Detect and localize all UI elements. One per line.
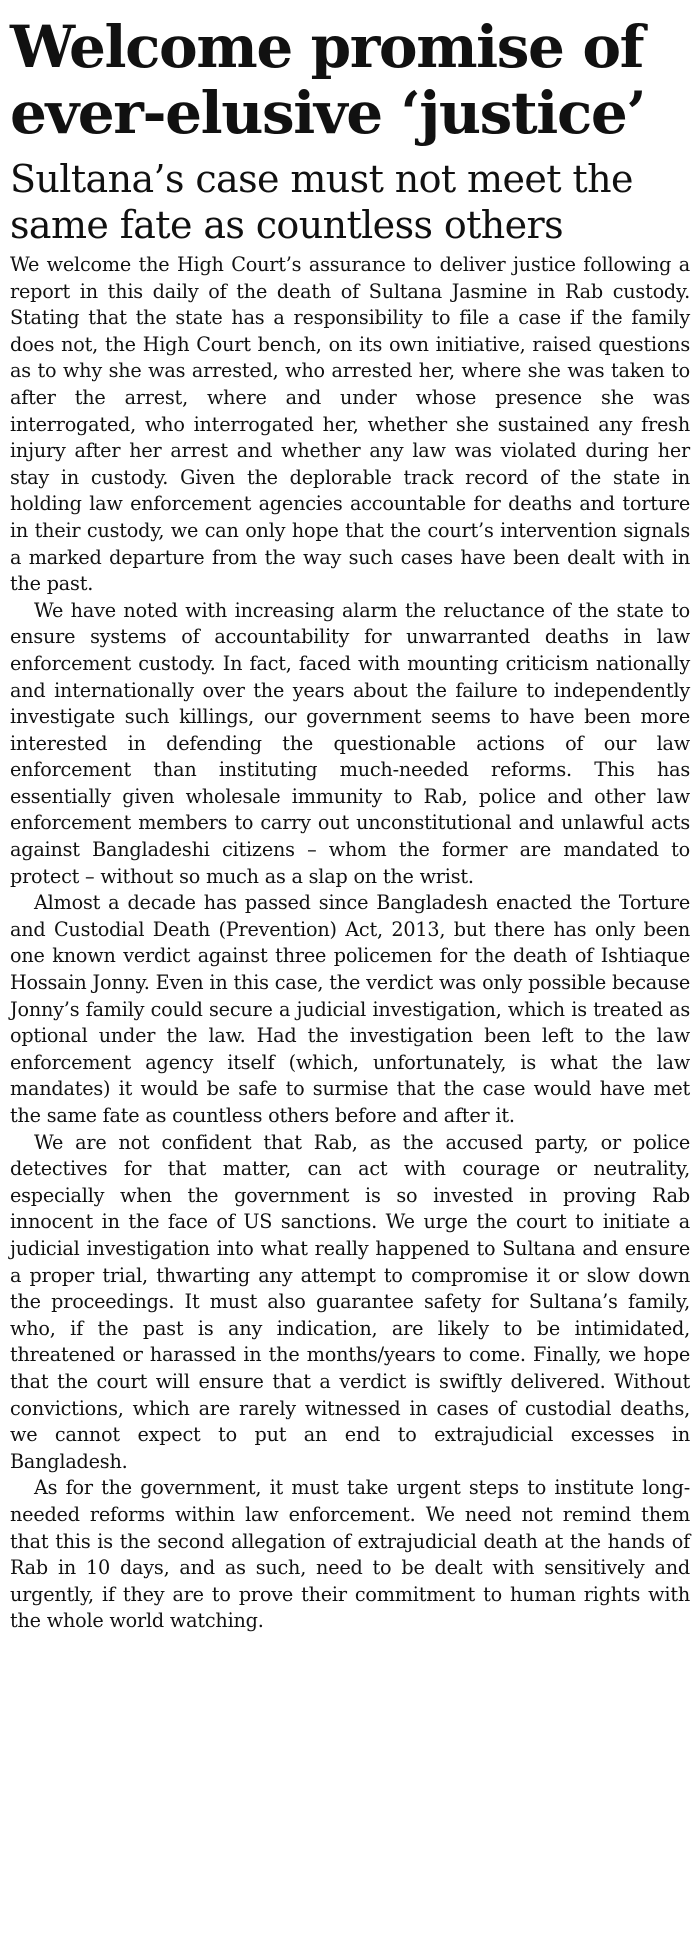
- body-paragraph-2: We have noted with increasing alarm the reluctance of the state to ensure systems of accountability for unwarranted deaths in law enforcement custody. In fact, faced with mounting criticism nationally and internationally over the years about the failure to independently investigate such killings, our government seems to have been more interested in defending the questionable actions of our law enforcement than instituting much-needed reforms. This has essentially given wholesale immunity to Rab, police and other law enforcement members to carry out unconstitutional and unlawful acts against Bangladeshi citizens – whom the former are mandated to protect – without so much as a slap on the wrist.: [10, 598, 690, 888]
- subheadline: [10, 156, 690, 248]
- headline-line-1: Welcome promise of: [10, 13, 644, 81]
- body-paragraph-3: Almost a decade has passed since Bangladesh enacted the Torture and Custodial Death (Prevention) Act, 2013, but there has only been one known verdict against three policemen for the death of Ishtiaque Hossain Jonny. Even in this case, the verdict was only possible because Jonny’s family could secure a judicial investigation, which is treated as optional under the law. Had the investigation been left to the law enforcement agency itself (which, unfortunately, is what the law mandates) it would be safe to surmise that the case would have met the same fate as countless others before and after it.: [10, 891, 690, 1127]
- subheadline-line-2: same fate as countless others: [10, 203, 564, 247]
- headline: [10, 14, 690, 146]
- article-body: [10, 252, 690, 1635]
- headline-line-2: ever-elusive ‘justice’: [10, 79, 646, 147]
- body-paragraph-4: We are not confident that Rab, as the accused party, or police detectives for that matter, can act with courage or neutrality, especially when the government is so invested in proving Rab innocent in the face of US sanctions. We urge the court to initiate a judicial investigation into what really happened to Sultana and ensure a proper trial, thwarting any attempt to compromise it or slow down the proceedings. It must also guarantee safety for Sultana’s family, who, if the past is any indication, are likely to be intimidated, threatened or harassed in the months/years to come. Finally, we hope that the court will ensure that a verdict is swiftly delivered. Without convictions, which are rarely witnessed in cases of custodial deaths, we cannot expect to put an end to extrajudicial excesses in Bangladesh.: [10, 1130, 690, 1473]
- subheadline-line-1: Sultana’s case must not meet the: [10, 157, 633, 201]
- body-paragraph-1: We welcome the High Court’s assurance to deliver justice following a report in this daily of the death of Sultana Jasmine in Rab custody. Stating that the state has a responsibility to file a case if the family does not, the High Court bench, on its own initiative, raised questions as to why she was arrested, who arrested her, where she was taken to after the arrest, where and under whose presence she was interrogated, who interrogated her, whether she sustained any fresh injury after her arrest and whether any law was violated during her stay in custody. Given the deplorable track record of the state in holding law enforcement agencies accountable for deaths and torture in their custody, we can only hope that the court’s intervention signals a marked departure from the way such cases have been dealt with in the past.: [10, 253, 690, 596]
- body-paragraph-5: As for the government, it must take urgent steps to institute long-needed reforms within law enforcement. We need not remind them that this is the second allegation of extrajudicial death at the hands of Rab in 10 days, and as such, need to be dealt with sensitively and urgently, if they are to prove their commitment to human rights with the whole world watching.: [10, 1476, 690, 1633]
